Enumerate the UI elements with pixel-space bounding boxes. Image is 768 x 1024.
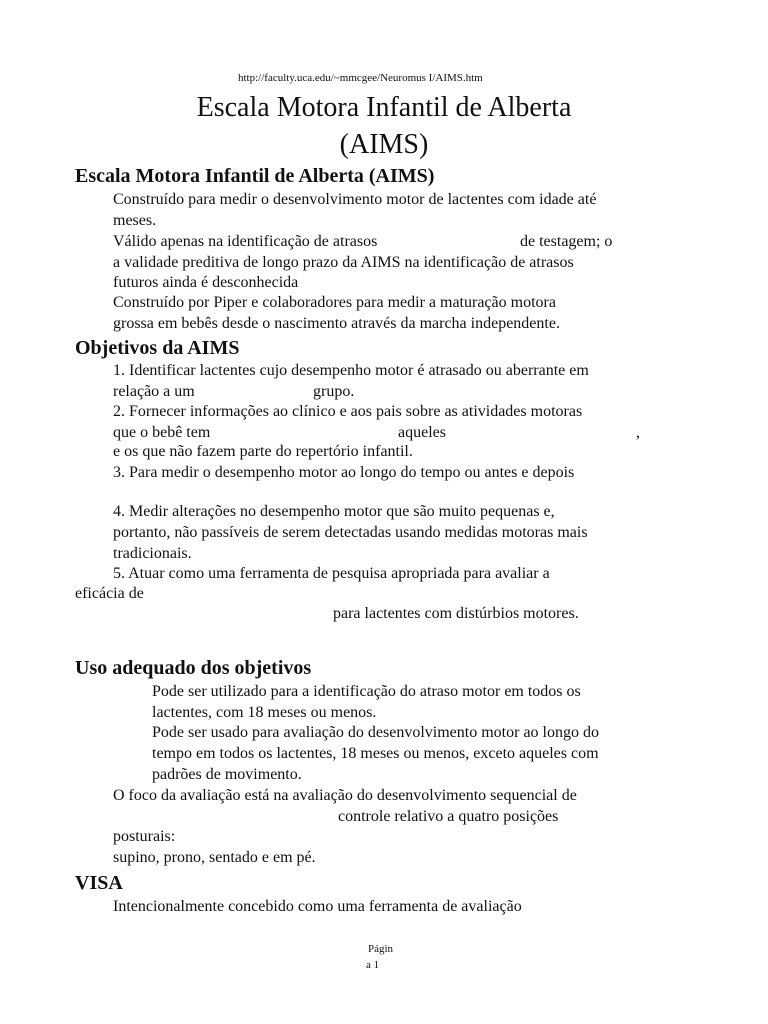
paragraph-line: a validade preditiva de longo prazo da AIMS na identificação de atrasos: [113, 254, 574, 271]
paragraph-line: Intencionalmente concebido como uma ferramenta de avaliação: [113, 898, 522, 915]
paragraph-line: tempo em todos os lactentes, 18 meses ou menos, exceto aqueles com: [152, 745, 599, 762]
list-item: portanto, não passíveis de serem detectadas usando medidas motoras mais: [113, 524, 588, 541]
source-url: http://faculty.uca.edu/~mmcgee/Neuromus I/AIMS.htm: [238, 72, 483, 84]
list-item: relação a um: [113, 383, 195, 400]
paragraph-line: Construído por Piper e colaboradores para medir a maturação motora: [113, 294, 556, 311]
list-item: 1. Identificar lactentes cujo desempenho motor é atrasado ou aberrante em: [113, 362, 589, 379]
page-title-line-2: (AIMS): [339, 129, 429, 160]
list-item: 5. Atuar como uma ferramenta de pesquisa apropriada para avaliar a: [113, 565, 550, 582]
paragraph-line: Pode ser utilizado para a identificação do atraso motor em todos os: [152, 683, 581, 700]
paragraph-line: Válido apenas na identificação de atrasos: [113, 233, 378, 250]
page-number-line-1: Págin: [368, 943, 394, 955]
paragraph-line: Construído para medir o desenvolvimento motor de lactentes com idade até: [113, 191, 597, 208]
section-heading-visa: VISA: [75, 872, 123, 894]
list-item: grupo.: [313, 383, 355, 400]
paragraph-line: grossa em bebês desde o nascimento através da marcha independente.: [113, 315, 560, 332]
list-item: eficácia de: [75, 585, 144, 602]
paragraph-line: controle relativo a quatro posições: [338, 808, 559, 825]
paragraph-line: futuros ainda é desconhecida: [113, 274, 299, 291]
list-item: 4. Medir alterações no desempenho motor que são muito pequenas e,: [113, 503, 555, 520]
list-item: ,: [636, 424, 640, 441]
paragraph-line: padrões de movimento.: [152, 766, 302, 783]
list-item: e os que não fazem parte do repertório infantil.: [113, 443, 413, 460]
list-item: que o bebê tem: [113, 424, 211, 441]
page-number-line-2: a 1: [366, 959, 380, 971]
paragraph-line: meses.: [113, 212, 157, 229]
list-item: 3. Para medir o desempenho motor ao longo do tempo ou antes e depois: [113, 464, 575, 481]
section-heading-objetivos: Objetivos da AIMS: [75, 337, 240, 359]
paragraph-line: O foco da avaliação está na avaliação do desenvolvimento sequencial de: [113, 787, 577, 804]
list-item: 2. Fornecer informações ao clínico e aos pais sobre as atividades motoras: [113, 403, 583, 420]
paragraph-line: lactentes, com 18 meses ou menos.: [152, 704, 377, 721]
list-item: tradicionais.: [113, 545, 192, 562]
paragraph-line: posturais:: [113, 828, 176, 845]
list-item: aqueles: [398, 424, 446, 441]
paragraph-line: supino, prono, sentado e em pé.: [113, 849, 316, 866]
paragraph-line: Pode ser usado para avaliação do desenvolvimento motor ao longo do: [152, 724, 599, 741]
page-title-line-1: Escala Motora Infantil de Alberta: [196, 92, 572, 123]
section-heading-uso-adequado: Uso adequado dos objetivos: [75, 657, 312, 679]
paragraph-line: de testagem; o: [520, 233, 613, 250]
list-item: para lactentes com distúrbios motores.: [333, 605, 579, 622]
section-heading-aims: Escala Motora Infantil de Alberta (AIMS): [75, 165, 435, 187]
